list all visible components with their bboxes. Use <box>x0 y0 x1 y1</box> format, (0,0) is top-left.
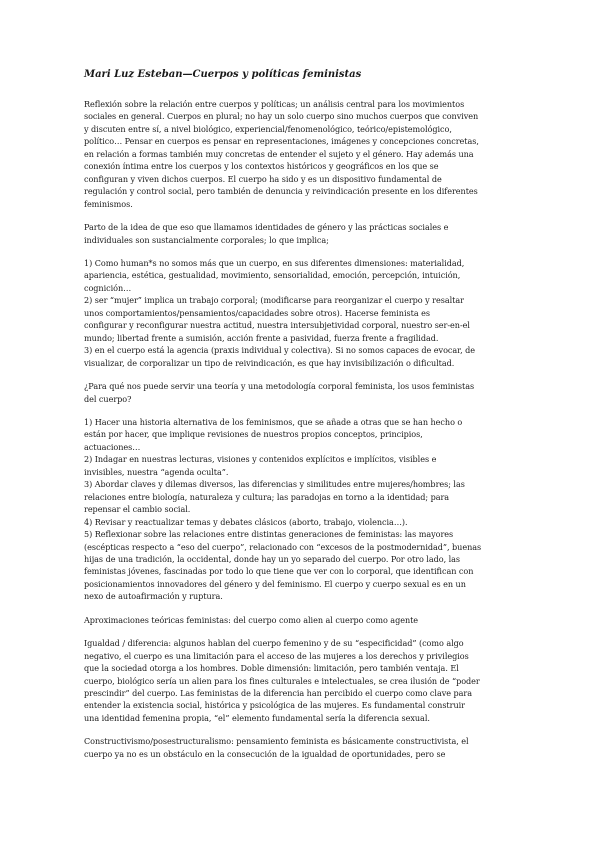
text-line: visualizar, de corporalizar un tipo de reivindicación, es que hay invisibilización o dificultad. <box>84 357 455 368</box>
text-line: 1) Hacer una historia alternativa de los feminismos, que se añade a otras que se han hecho o <box>84 416 463 427</box>
text-line: prescindir” del cuerpo. Las feministas de la diferencia han percibido el cuerpo como clave para <box>84 688 473 699</box>
paragraph <box>84 380 521 405</box>
text-line: nexo de autoafirmación y ruptura. <box>84 591 223 602</box>
paragraph <box>84 637 521 724</box>
text-line: apariencia, estética, gestualidad, movimiento, sensorialidad, emoción, percepción, intuición, <box>84 270 461 281</box>
text-line: político… Pensar en cuerpos es pensar en representaciones, imágenes y concepciones concretas, <box>84 136 479 147</box>
text-line: 2) Indagar en nuestras lecturas, visiones y contenidos explícitos e implícitos, visibles e <box>84 454 437 465</box>
text-line: feminismos. <box>84 198 133 209</box>
text-line: unos comportamientos/pensamientos/capacidades sobre otros). Hacerse feminista es <box>84 307 430 318</box>
text-line: Parto de la idea de que eso que llamamos identidades de género y las prácticas sociales e <box>84 222 449 233</box>
text-line: Aproximaciones teóricas feministas: del cuerpo como alien al cuerpo como agente <box>84 614 419 625</box>
text-line: Igualdad / diferencia: algunos hablan del cuerpo femenino y de su “especificidad” (como algo <box>84 638 464 649</box>
text-line: ¿Para qué nos puede servir una teoría y una metodología corporal feminista, los usos feministas <box>84 381 475 392</box>
text-line: 2) ser “mujer” implica un trabajo corporal; (modificarse para reorganizar el cuerpo y resaltar <box>84 295 464 306</box>
paragraph <box>84 221 521 246</box>
text-line: entender la existencia social, histórica y psicológica de las mujeres. Es fundamental construir <box>84 700 465 711</box>
text-line: relaciones entre biología, naturaleza y cultura; las paradojas en torno a la identidad; para <box>84 491 450 502</box>
paragraph <box>84 735 521 760</box>
text-line: actuaciones… <box>84 441 141 452</box>
text-line: que la sociedad otorga a los hombres. Doble dimensión: limitación, pero también ventaja. El <box>84 663 459 674</box>
text-line: en relación a formas también muy concretas de entender el sujeto y el género. Hay además una <box>84 148 474 159</box>
text-line: individuales son sustancialmente corporales; lo que implica; <box>84 234 329 245</box>
text-line: 3) Abordar claves y dilemas diversos, las diferencias y similitudes entre mujeres/hombres; las <box>84 479 465 490</box>
text-line: (escépticas respecto a “eso del cuerpo”, relacionado con “excesos de la postmodernidad”, buenas <box>84 541 482 552</box>
document-title: Mari Luz Esteban—Cuerpos y políticas feministas <box>84 69 362 80</box>
text-line: y discuten entre sí, a nivel biológico, experiencial/fenomenológico, teórico/epistemológico, <box>84 123 452 134</box>
text-line: una identidad femenina propia, “el” elemento fundamental sería la diferencia sexual. <box>84 712 430 723</box>
text-line: mundo; libertad frente a sumisión, acción frente a pasividad, fuerza frente a fragilidad. <box>84 332 439 343</box>
text-line: configurar y reconfigurar nuestra actitud, nuestra intersubjetividad corporal, nuestro ser-en-el <box>84 320 470 331</box>
document-body <box>84 98 521 760</box>
text-line: 5) Reflexionar sobre las relaciones entre distintas generaciones de feministas: las mayores <box>84 529 454 540</box>
text-line: posicionamientos innovadores del género y del feminismo. El cuerpo y cuerpo sexual es en un <box>84 578 466 589</box>
text-line: 1) Como human*s no somos más que un cuerpo, en sus diferentes dimensiones: materialidad, <box>84 257 465 268</box>
text-line: 4) Revisar y reactualizar temas y debates clásicos (aborto, trabajo, violencia…). <box>84 516 408 527</box>
text-line: Reflexión sobre la relación entre cuerpos y políticas; un análisis central para los movimientos <box>84 99 465 109</box>
paragraph <box>84 614 521 626</box>
text-line: cognición… <box>84 282 132 293</box>
text-line: configuran y viven dichos cuerpos. El cuerpo ha sido y es un dispositivo fundamental de <box>84 173 442 184</box>
paragraph <box>84 98 521 210</box>
text-line: conexión íntima entre los cuerpos y los contextos históricos y geográficos en los que se <box>84 161 439 172</box>
text-line: repensar el cambio social. <box>84 504 191 515</box>
text-line: regulación y control social, pero también de denuncia y reivindicación presente en los diferentes <box>84 186 478 197</box>
text-line: Constructivismo/posestructuralismo: pensamiento feminista es básicamente constructivista, el <box>84 736 469 747</box>
paragraph <box>84 416 521 603</box>
text-line: 3) en el cuerpo está la agencia (praxis individual y colectiva). Si no somos capaces de evocar, de <box>84 345 475 356</box>
paragraph <box>84 257 521 369</box>
text-line: del cuerpo? <box>84 393 132 404</box>
text-line: cuerpo ya no es un obstáculo en la consecución de la igualdad de oportunidades, pero se <box>84 748 446 759</box>
text-line: hijas de una tradición, la occidental, donde hay un yo separado del cuerpo. Por otro lado, las <box>84 553 461 564</box>
text-line: cuerpo, biológico sería un alien para los fines culturales e intelectuales, se crea ilusión de “poder <box>84 675 480 686</box>
text-line: feministas jóvenes, fascinadas por todo lo que tiene que ver con lo corporal, que identifican con <box>84 566 474 577</box>
text-line: invisibles, nuestra “agenda oculta”. <box>84 466 229 477</box>
text-line: están por hacer, que implique revisiones de nuestros propios conceptos, principios, <box>84 429 423 440</box>
text-line: negativo, el cuerpo es una limitación para el acceso de las mujeres a los derechos y privilegios <box>84 650 469 661</box>
text-line: sociales en general. Cuerpos en plural; no hay un solo cuerpo sino muchos cuerpos que conviven <box>84 111 479 122</box>
